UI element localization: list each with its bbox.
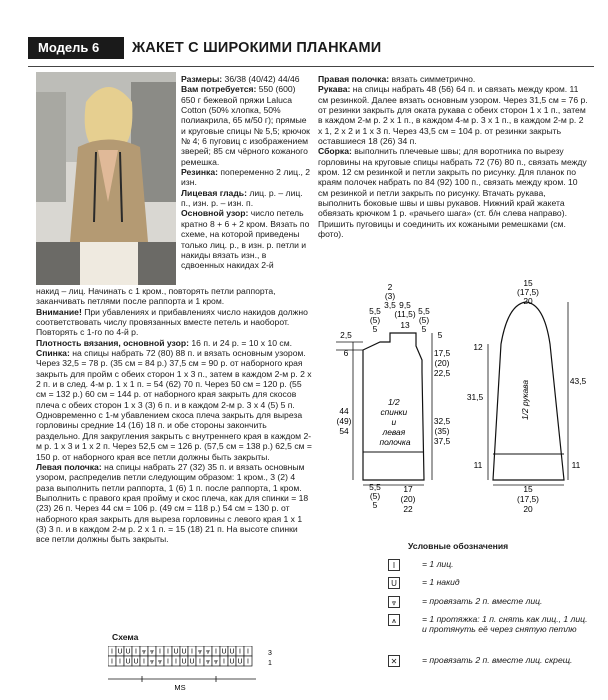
dim-right-7: 37,5: [433, 436, 451, 446]
legend-text: = провязать 2 п. вместе лиц.: [422, 596, 543, 606]
dim-bottom-1: 5,5: [369, 482, 381, 492]
chart-cell-symbol: I: [215, 648, 217, 656]
legend-title: Условные обозначения: [408, 541, 509, 551]
paragraph-text: на спицы набрать 27 (32) 35 п. и вязать основным узором, распределив петли следующим образом: 1 кром., 3 (2) 4 раза выполнить петли раппорта, 1 (6) 1 п. после раппорта, 1 кром. Выполнить с правого края пройму и скос плеча, как для спинки = 18 (23) 26 п. Через 44 см = 106 р. (49 см = 118 р.) 54 см = 130 р. от наборного края закрыть для выреза горловины с левого края 1 х 1 (3) 3 п. и в каждом 2-м р. 2 х 1 п. = 15 (18) 21 п. На высоте спинки все петли должны быть закрыты.: [36, 461, 309, 545]
paragraph: [318, 146, 590, 239]
sleeve-bottom-2: (17,5): [517, 494, 539, 504]
dim-top-2: (3): [384, 291, 396, 301]
chart-cell-symbol: ⩔: [158, 658, 162, 666]
pattern-diagram: [318, 280, 590, 530]
model-label: Модель 6: [28, 37, 124, 59]
dim-left-4: (49): [336, 416, 352, 426]
paragraph-heading: Лицевая гладь:: [181, 187, 247, 198]
paragraph-text: накид – лиц. Начинать с 1 кром., повторять петли раппорта, заканчивать петлями после раппорта и 1 кром.: [36, 286, 276, 307]
chart-cell-symbol: ⩔: [206, 658, 210, 666]
paragraph-heading: Размеры:: [181, 74, 223, 84]
chart-row-label-3: 3: [268, 650, 272, 657]
chart-cell-symbol: U: [237, 658, 243, 666]
yarn-over-icon: U: [388, 577, 400, 589]
sleeve-left-3: 11: [473, 460, 483, 470]
model-photo: [36, 72, 176, 285]
paragraph-heading: Основной узор:: [181, 208, 249, 219]
chart-cell-symbol: I: [159, 648, 161, 656]
dim-top-8: (11,5): [394, 309, 416, 319]
sleeve-top-2: (17,5): [517, 287, 539, 297]
specs-block: [181, 74, 311, 271]
sleeve-bottom-1: 15: [523, 484, 533, 494]
paragraph: [181, 167, 311, 188]
paragraph-heading: Вам потребуется:: [181, 84, 257, 95]
paragraph: [181, 208, 311, 270]
page-title: ЖАКЕТ С ШИРОКИМИ ПЛАНКАМИ: [132, 40, 382, 56]
sleeve-right-2: 11: [571, 460, 581, 470]
chart-cell-symbol: U: [229, 658, 235, 666]
header-rule: [28, 66, 594, 67]
chart-cell-symbol: U: [117, 648, 123, 656]
paragraph: [36, 462, 312, 545]
paragraph: [36, 307, 312, 338]
chart-cell-symbol: U: [189, 658, 195, 666]
paragraph-text: вязать симметрично.: [389, 74, 476, 84]
paragraph-heading: Левая полочка:: [36, 461, 102, 472]
chart-cell-symbol: U: [181, 658, 187, 666]
paragraph: [36, 348, 312, 462]
chart-row-label-1: 1: [268, 660, 272, 667]
chart-cell-symbol: I: [111, 648, 113, 656]
chart-cell-symbol: I: [111, 658, 113, 666]
chart-cell-symbol: I: [223, 658, 225, 666]
sleeve-left-1: 12: [473, 342, 483, 352]
paragraph: [181, 74, 311, 84]
chart-cell-symbol: I: [167, 648, 169, 656]
dim-bottom-6: 22: [403, 504, 413, 514]
paragraph-text: на спицы набрать 48 (56) 64 п. и связать между кром. 11 см резинкой. Далее вязать основным узором. Через 31,5 см = 76 р. от резинки закрыть для оката рукава с обеих сторон 1 х 1 п., затем в каждом 2-м р. 2 х 1 п., в каждом 4-м р. 3 х 1 п., в каждом 2-м р. 2 х 1, 2 х 2 и 1 х 3 п. Через 43,5 см = 104 р. от резинки закрыть оставшиеся 18 (26) 34 п.: [318, 84, 588, 147]
chart-cell-symbol: U: [125, 658, 131, 666]
dim-right-2: 17,5: [433, 348, 451, 358]
dim-right-3: (20): [434, 358, 450, 368]
chart-cell-symbol: I: [175, 658, 177, 666]
chart-cell-symbol: U: [125, 648, 131, 656]
chart-cell-symbol: U: [229, 648, 235, 656]
legend-text: = 1 протяжка: 1 п. снять как лиц., 1 лиц. и протянуть её через снятую петлю: [422, 614, 588, 635]
legend-item: [350, 559, 590, 573]
paragraph: [36, 338, 312, 348]
dim-top-11: (5): [418, 315, 430, 325]
paragraph-heading: Правая полочка:: [318, 74, 390, 84]
chart-cell-symbol: ⩔: [142, 648, 146, 656]
legend-text: = 1 накид: [422, 577, 460, 587]
chart-cell-symbol: ⩔: [206, 648, 210, 656]
sleeve-top-3: 20: [523, 296, 533, 306]
dim-right-1: 5: [437, 330, 443, 340]
k2tog-tbl-icon: ✕: [388, 655, 400, 667]
dim-right-6: (35): [434, 426, 450, 436]
dim-top-5: (5): [369, 315, 381, 325]
dim-left-3: 44: [339, 406, 349, 416]
chart-cell-symbol: U: [221, 648, 227, 656]
dim-top-10: 5,5: [418, 306, 430, 316]
paragraph-text: попеременно 2 лиц., 2 изн.: [181, 167, 311, 188]
page-header: [14, 37, 594, 59]
sleeve-left-2: 31,5: [466, 392, 484, 402]
chart-cell-symbol: I: [247, 658, 249, 666]
repeat-label: MS: [174, 683, 186, 692]
paragraph-text: При убавлениях и прибавлениях число накидов должно соответствовать числу провязанных вместе петель и наоборот. Повторять с 1-го по 4-й р.: [36, 306, 308, 338]
paragraph-heading: Сборка:: [318, 146, 352, 157]
sleeve-top-1: 15: [523, 280, 533, 288]
paragraph-heading: Резинка:: [181, 167, 218, 178]
sleeve-bottom-3: 20: [523, 504, 533, 514]
paragraph-text: 550 (600) 650 г бежевой пряжи Laluca Cotton (50% хлопка, 50% полиакрила, 65 м/50 г); прямые и круговые спицы № 5,5; крючок № 4; 6 пуговиц с изображением зверей; 85 см чёрного кожаного ремешка.: [181, 84, 310, 167]
paragraph-text: на спицы набрать 72 (80) 88 п. и вязать основным узором. Через 32,5 = 78 р. (35 см = 84 р.) 37,5 см = 90 р. от наборного края закрыть для пройм с обеих сторон 1 х 3 п., затем в каждом 2-м р. 2 х 2 п. и в след. 4-м р. 1 х 1 п. = 54 (62) 70 п. Через 50 см = 120 р. (55 см = 132 р.) 60 см = 144 р. от наборного края закрыть для скосов плеча с обеих сторон 1 х 3 (3) 6 п. и в каждом 2-м р. 3 х 4 (5) 5 п. Одновременно с 1-м убавлением скоса плеча закрыть для выреза горловины средние 14 (16) 18 п. и обе стороны закончить раздельно. Для закругления закрыть с внутреннего края в каждом 2-м р. 1 х 3 и 1 х 2 п. Через 52,5 см = 126 р. (57,5 см = 138 р.) 62,5 см = 150 р. от наборного края все петли должны быть закрыты.: [36, 348, 312, 462]
dim-bottom-2: (5): [369, 491, 381, 501]
chart-cell-symbol: I: [199, 658, 201, 666]
dim-top-6: 5: [372, 324, 378, 334]
legend-text: = провязать 2 п. вместе лиц. скрещ.: [422, 655, 573, 665]
dim-top-12: 5: [421, 324, 427, 334]
paragraph-text: выполнить плечевые швы; для воротника по вырезу горловины на круговые спицы набрать 72 (76) 80 п., связать между кром. 12 см резинкой и петли закрыть по рисунку. Для планок по краям полочек набрать по 84 (92) 100 п., связать между кром. 10 см резинкой и петли закрыть по рисунку. Втачать рукава, выполнить боковые швы и швы рукавов. Нижний край жакета обвязать крючком 1 р. «рачьего шага» (ст. б/н слева направо). Пришить пуговицы и соединить их кожаными ремешками (см. фото).: [318, 146, 587, 240]
chart-cell-symbol: I: [119, 658, 121, 666]
k2tog-icon: ⩔: [388, 596, 400, 608]
paragraph: [318, 84, 590, 146]
dim-bottom-5: (20): [400, 494, 416, 504]
dim-top-7: 9,5: [399, 300, 411, 310]
dim-right-5: 32,5: [433, 416, 451, 426]
paragraph-text: число петель кратно 8 + 6 + 2 кром. Вязать по схеме, на которой приведены только лиц. р., в изн. р. петли и накиды вязать изн., в сдвоенных накидах 2-й: [181, 208, 310, 271]
dim-bottom-3: 5: [372, 500, 378, 510]
legend-item: [350, 596, 590, 610]
paragraph-heading: Рукава:: [318, 84, 351, 95]
paragraph: [318, 74, 590, 84]
paragraph-text: 36/38 (40/42) 44/46: [222, 74, 300, 84]
chart-cell-symbol: I: [191, 648, 193, 656]
dim-top-4: 5,5: [369, 306, 381, 316]
paragraph: [181, 188, 311, 209]
sleeve-right-1: 43,5: [569, 376, 587, 386]
legend-text: = 1 лиц.: [422, 559, 454, 569]
knitting-chart: [108, 646, 278, 694]
chart-cell-symbol: ⩔: [150, 658, 154, 666]
paragraph-heading: Плотность вязания, основной узор:: [36, 337, 189, 348]
instructions-right: [318, 74, 590, 240]
legend-item: [350, 614, 590, 648]
chart-cell-symbol: I: [143, 658, 145, 666]
chart-cell-symbol: I: [239, 648, 241, 656]
ssk-icon: ⩚: [388, 614, 400, 626]
dim-top-1: 2: [387, 282, 393, 292]
chart-cell-symbol: U: [133, 658, 139, 666]
scheme-title: Схема: [112, 632, 139, 642]
dim-left-5: 54: [339, 426, 349, 436]
paragraph: [36, 286, 312, 307]
paragraph-heading: Внимание!: [36, 306, 82, 317]
legend-item: [350, 655, 590, 679]
dim-bottom-4: 17: [403, 484, 413, 494]
paragraph: [181, 84, 311, 167]
knit-stitch-icon: I: [388, 559, 400, 571]
chart-cell-symbol: U: [181, 648, 187, 656]
chart-cell-symbol: U: [173, 648, 179, 656]
body-center-label: 1/2 спинки и левая полочка: [379, 397, 411, 447]
chart-cell-symbol: I: [135, 648, 137, 656]
dim-right-4: 22,5: [433, 368, 451, 378]
dim-top-3: 3,5: [384, 300, 396, 310]
dim-top-9: 13: [400, 320, 410, 330]
legend-item: [350, 577, 590, 591]
instructions-block: [36, 286, 312, 545]
chart-cell-symbol: ⩔: [198, 648, 202, 656]
chart-cell-symbol: I: [167, 658, 169, 666]
chart-cell-symbol: ⩔: [214, 658, 218, 666]
chart-cell-symbol: ⩔: [150, 648, 154, 656]
paragraph-heading: Спинка:: [36, 348, 70, 359]
dim-left-1: 2,5: [340, 330, 352, 340]
dim-left-2: 6: [343, 348, 349, 358]
paragraph-text: 16 п. и 24 р. = 10 х 10 см.: [188, 337, 293, 348]
sleeve-center-label: 1/2 рукава: [520, 380, 530, 420]
paragraph-text: лиц. р. – лиц. п., изн. р. – изн. п.: [181, 187, 303, 209]
chart-cell-symbol: I: [247, 648, 249, 656]
